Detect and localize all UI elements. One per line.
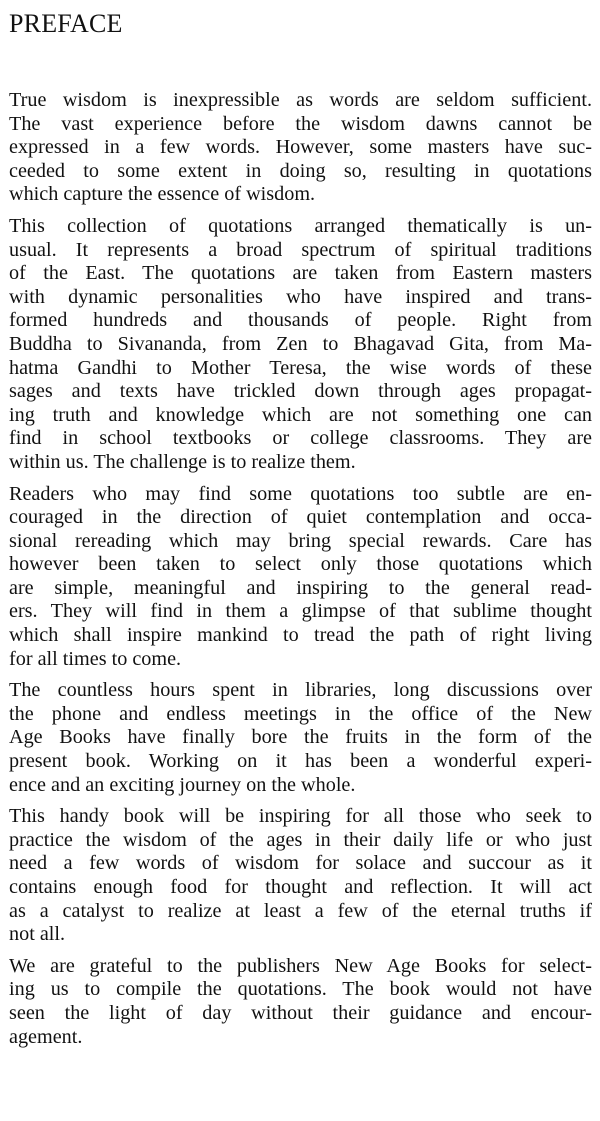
text-line: within us. The challenge is to realize them.	[9, 450, 356, 473]
text-line: The countless hours spent in libraries, long discussions over	[9, 679, 592, 702]
preface-body	[9, 89, 592, 1057]
text-line: ceeded to some extent in doing so, resulting in quotations	[9, 159, 592, 182]
page-title: PREFACE	[9, 9, 123, 38]
text-line: find in school textbooks or college classrooms. They are	[9, 427, 592, 450]
text-line: True wisdom is inexpressible as words are seldom sufficient.	[9, 89, 592, 111]
text-line: which capture the essence of wisdom.	[9, 183, 316, 206]
paragraph-4	[9, 679, 592, 797]
text-line: the phone and endless meetings in the office of the New	[9, 702, 592, 725]
text-line: couraged in the direction of quiet contemplation and occa-	[9, 506, 592, 529]
text-line: as a catalyst to realize at least a few of the eternal truths if	[9, 899, 592, 922]
text-line: This handy book will be inspiring for all those who seek to	[9, 805, 592, 828]
text-line: Readers who may find some quotations too subtle are en-	[9, 482, 592, 505]
paragraph-2	[9, 215, 592, 475]
text-line: hatma Gandhi to Mother Teresa, the wise words of these	[9, 356, 592, 379]
text-line: The vast experience before the wisdom dawns cannot be	[9, 112, 592, 135]
text-line: ence and an exciting journey on the whole.	[9, 773, 356, 796]
text-line: seen the light of day without their guidance and encour-	[9, 1001, 592, 1024]
text-line: present book. Working on it has been a wonderful experi-	[9, 750, 592, 773]
text-line: ers. They will find in them a glimpse of that sublime thought	[9, 600, 592, 623]
text-line: contains enough food for thought and reflection. It will act	[9, 876, 592, 898]
paragraph-6	[9, 955, 592, 1049]
text-line: sages and texts have trickled down through ages propagat-	[9, 380, 592, 403]
text-line: however been taken to select only those quotations which	[9, 553, 592, 576]
text-line: Buddha to Sivananda, from Zen to Bhagavad Gita, from Ma-	[9, 332, 592, 355]
text-line: Age Books have finally bore the fruits in the form of the	[9, 726, 592, 749]
text-line: for all times to come.	[9, 647, 182, 670]
text-line: with dynamic personalities who have inspired and trans-	[9, 285, 592, 308]
paragraph-5	[9, 805, 592, 947]
text-line: practice the wisdom of the ages in their daily life or who just	[9, 828, 592, 851]
text-line: need a few words of wisdom for solace and succour as it	[9, 852, 592, 875]
text-line: of the East. The quotations are taken from Eastern masters	[9, 262, 592, 285]
text-line: formed hundreds and thousands of people. Right from	[9, 309, 592, 332]
text-line: We are grateful to the publishers New Age Books for select-	[9, 954, 592, 977]
paragraph-1	[9, 89, 592, 207]
text-line: expressed in a few words. However, some masters have suc-	[9, 136, 592, 159]
text-line: ing us to compile the quotations. The book would not have	[9, 978, 592, 1001]
text-line: are simple, meaningful and inspiring to the general read-	[9, 576, 592, 599]
text-line: usual. It represents a broad spectrum of spiritual traditions	[9, 238, 592, 261]
text-line: sional rereading which may bring special rewards. Care has	[9, 529, 592, 552]
text-line: agement.	[9, 1025, 83, 1048]
text-line: which shall inspire mankind to tread the path of right living	[9, 624, 592, 647]
text-line: ing truth and knowledge which are not something one can	[9, 403, 592, 426]
text-line: not all.	[9, 923, 66, 946]
text-line: This collection of quotations arranged thematically is un-	[9, 214, 592, 237]
paragraph-3	[9, 483, 592, 672]
